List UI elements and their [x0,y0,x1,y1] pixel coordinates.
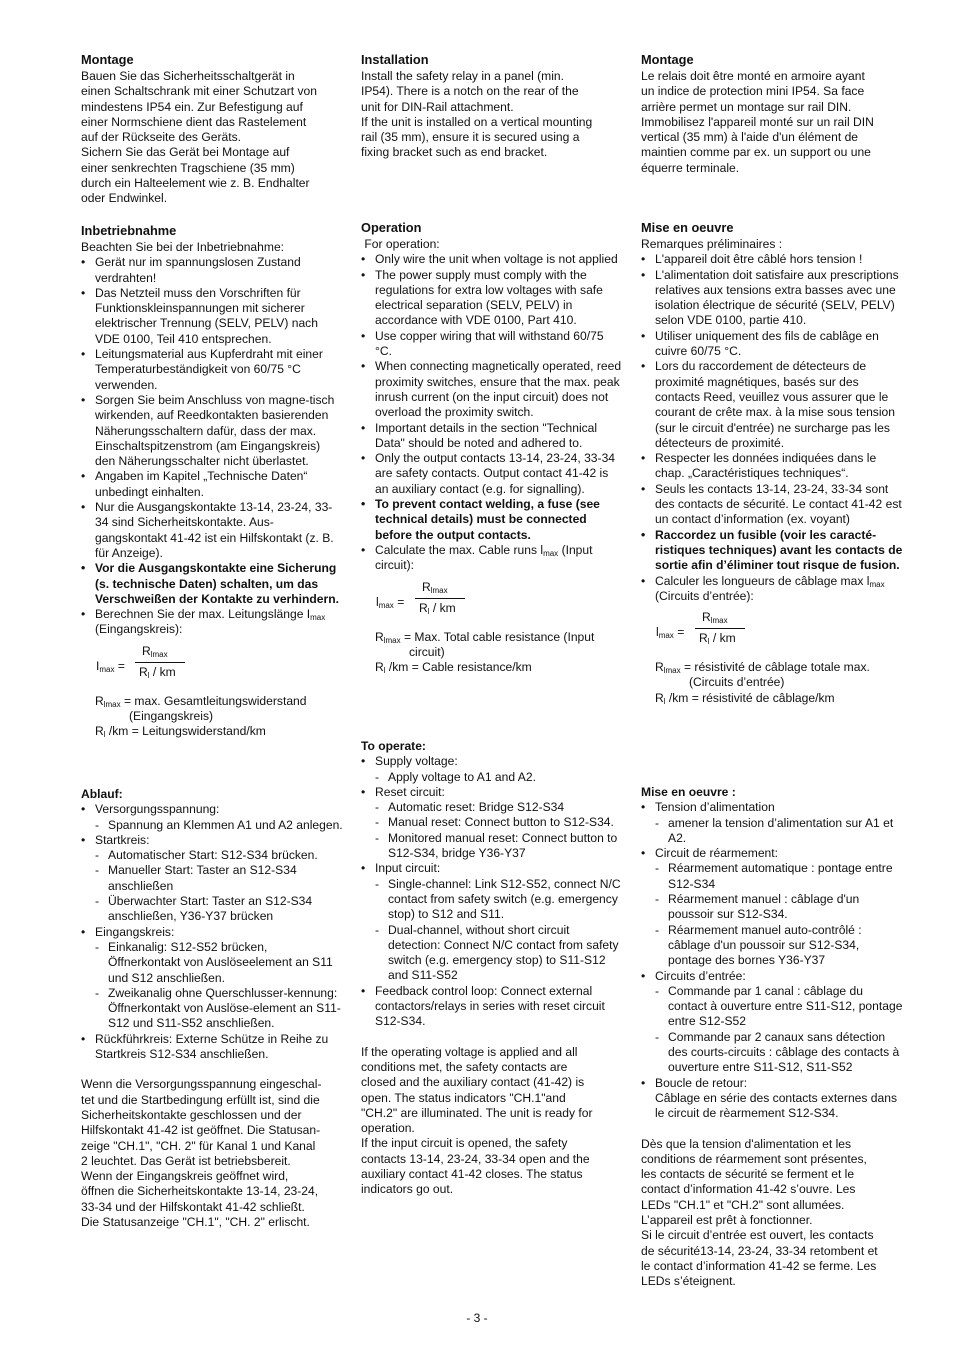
line: durch ein Halteelement wie z. B. Endhalter [81,176,310,191]
line: Sichern Sie das Gerät bei Montage auf [81,145,290,160]
list-item: - Zweikanalig ohne Querschlusser-kennung: Öffnerkontakt von Auslöse-element an S11-S12 und S11-S52 anschließen. [81,986,343,1032]
line: un indice de protection mini IP54. Sa face [641,84,865,99]
list-item-calc [81,607,343,638]
dash-list [641,861,903,968]
formula-lhs: $l_{max}$ = [376,594,405,610]
definition-rlmax: $R_{lmax}$ = résistivité de câblage totale max. (Circuits d’entrée) [655,660,870,690]
line: le contact d’information 41-42 se ferme. Les [641,1258,877,1273]
dash-list [81,818,343,833]
line: Immobilisez l'appareil monté sur un rail DIN [641,114,874,129]
line: öffnen die Sicherheitskontakte 13-14, 23-24, [81,1184,319,1199]
heading-ablauf: Ablauf: [81,787,123,801]
list-item: - Single-channel: Link S12-S52, connect N/C contact from safety switch (e.g. emergency stop) to S12 and S11. [361,877,623,923]
line: 2 leuchtet. Das Gerät ist betriebsbereit. [81,1153,291,1168]
line: Bauen Sie das Sicherheitsschaltgerät in [81,69,295,83]
line: oder Endwinkel. [81,191,168,206]
list-item: - Réarmement manuel auto-contrôlé : câblage d'un poussoir sur S12-S34, pontage des bornes Y36-Y37 [641,923,903,969]
section-montage-fr [641,52,903,176]
list-item: • Only the output contacts 13-14, 23-24, 33-34 are safety contacts. Output contact 41-42 is an auxiliary contact (e.g. for signalling). [361,451,623,497]
list-item-bold: • To prevent contact welding, a fuse (see technical details) must be connected before the output contacts. [361,497,623,543]
list-item: - Réarmement automatique : pontage entre S12-S34 [641,861,903,892]
formula-max-length [641,610,903,656]
formula-denominator: $R_l$ / km [419,600,456,616]
bullet-list [81,802,343,1062]
list-item: • Seuls les contacts 13-14, 23-24, 33-34 sont des contacts de sécurité. Le contact 41-42 est un contact d’information (ex. voyant) [641,482,903,528]
line: open. The status indicators "CH.1"and [361,1090,566,1105]
formula-numerator: $R_{lmax}$ [702,610,728,626]
line: Dès que la tension d'alimentation et les [641,1136,852,1151]
line: If the input circuit is opened, the safety [361,1136,568,1151]
list-item: - Commande par 1 canal : câblage du contact à ouverture entre S11-S12, pontage entre S12-S52 [641,984,903,1030]
heading-montage-fr: Montage [641,52,694,67]
list-item: - amener la tension d’alimentation sur A1 et A2. [641,816,903,847]
section-operation [361,220,623,675]
line: mindestens IP54 ein. Zur Befestigung auf [81,99,303,114]
list-item: - Manual reset: Connect button to S12-S34. [361,815,623,830]
definition-rlmax: $R_{lmax}$ = Max. Total cable resistance (Input circuit) [375,629,595,659]
list-item: - Überwachter Start: Taster an S12-S34 anschließen, Y36-Y37 brücken [81,894,343,925]
calc-sub: max [869,579,885,589]
line: L’appareil est prêt à fonctionner. [641,1213,813,1228]
fraction-bar [415,598,465,599]
formula-max-length [361,580,623,626]
line: Le relais doit être monté en armoire ayant [641,69,865,83]
line: If the unit is installed on a vertical mounting [361,114,593,129]
definition-rl: $R_l$ /km = Cable resistance/km [375,660,532,676]
list-item: - Automatischer Start: S12-S34 brücken. [81,848,343,863]
dash-list [641,816,903,847]
fraction-bar [135,662,185,663]
definition-rl: $R_l$ /km = Leitungswiderstand/km [95,724,266,740]
list-item: • Eingangskreis: - Einkanalig: S12-S52 brücken, Öffnerkontakt von Auslöseelement an S11 und S12 anschließen. - Zweikanalig ohne Querschlusser-kennung: Öffnerkontakt von Auslöse-element an S11-S12 und S11-S52 anschließen. [81,925,343,1032]
line: vertical (35 mm) à l'aide d'un élément de [641,130,859,145]
calc-tail: (Circuits d’entrée): [655,588,754,603]
list-item: • Only wire the unit when voltage is not applied [361,252,623,267]
dash-list [361,877,623,984]
list-item: - Manueller Start: Taster an S12-S34 anschließen [81,863,343,894]
section-mise-en-oeuvre [641,220,903,706]
line: maintien comme par ex. un support ou une [641,145,871,160]
formula-max-length [81,644,343,690]
list-item: • Input circuit: - Single-channel: Link S12-S52, connect N/C contact from safety switch (e.g. emergency stop) to S12 and S11. - Dual-channel, without short circuit detection: Connect N/C contact from safety switch (e.g. emergency stop) to S11-S12 and S11-S52 [361,861,623,983]
definition-rl: $R_l$ /km = résistivité de câblage/km [655,690,835,706]
list-item: • Das Netzteil muss den Vorschriften für Funktionskleinspannungen mit sicherer elektrischer Trennung (SELV, PELV) nach VDE 0100, Teil 410 entsprechen. [81,286,343,347]
list-item: • When connecting magnetically operated, reed proximity switches, ensure that the max. peak inrush current (on the input circuit) does not overload the proximity switch. [361,359,623,420]
list-item: • Versorgungsspannung: - Spannung an Klemmen A1 und A2 anlegen. [81,802,343,833]
formula-lhs: $l_{max}$ = [656,625,685,641]
section-installation [361,52,623,161]
calc-tail: (Eingangskreis): [95,622,183,637]
line: auxiliary contact 41-42 closes. The status [361,1167,583,1182]
line: "CH.2" are illuminated. The unit is ready for [361,1105,593,1120]
line: Sicherheitskontakte geschlossen und der [81,1107,302,1122]
section-ablauf [81,787,343,1230]
dash-list [81,940,343,1032]
calc-sub: max [310,613,326,623]
list-item: - Commande par 2 canaux sans détection des courts-circuits : câblage des contacts à ouverture entre S11-S12, S11-S52 [641,1030,903,1076]
list-item: • Boucle de retour: Câblage en série des contacts externes dans le circuit de rèarmement S12-S34. [641,1076,903,1122]
page-number: - 3 - [466,1311,488,1325]
list-item: • L'appareil doit être câblé hors tension ! [641,252,903,267]
definition-rlmax: $R_{lmax} = \max$. Gesamtleitungswiderstand (Eingangskreis) [95,693,307,724]
line: unit for DIN-Rail attachment. [361,99,514,114]
line: 33-34 und der Hilfskontakt 41-42 schließt. [81,1199,305,1214]
list-item: - Spannung an Klemmen A1 und A2 anlegen. [81,818,343,833]
intro-text: For operation: [361,237,440,251]
line: zeige "CH.1", "CH. 2" für Kanal 1 und Kanal [81,1138,316,1153]
heading-to-operate: To operate: [361,739,426,753]
list-item: - Einkanalig: S12-S52 brücken, Öffnerkontakt von Auslöseelement an S11 und S12 anschließen. [81,940,343,986]
calc-text: Calculer les longueurs de câblage max l [655,573,870,588]
calc-tail: (Input circuit): [375,542,593,573]
list-item-calc [641,574,903,605]
line: LEDs "CH.1" et "CH.2" sont allumées. [641,1197,845,1212]
formula-denominator: $R_l$ / km [139,664,176,680]
line: conditions met, the safety contacts are [361,1059,568,1074]
bullet-list [641,252,903,604]
heading-montage-de: Montage [81,52,134,67]
section-inbetriebnahme [81,223,343,740]
list-item: • Respecter les données indiquées dans le chap. „Caractéristiques techniques“. [641,451,903,482]
list-item-calc [361,543,623,574]
list-item: • Feedback control loop: Connect external contactors/relays in series with reset circuit S12-S34. [361,984,623,1030]
list-item-bold: • Vor die Ausgangskontakte eine Sicherung (s. technische Daten) schalten, um das Verschweißen der Kontakte zu verhindern. [81,561,343,607]
dash-list [641,984,903,1076]
list-item: • Tension d’alimentation - amener la tension d’alimentation sur A1 et A2. [641,800,903,846]
list-item: • Important details in the section "Technical Data" should be noted and adhered to. [361,421,623,452]
section-mise-en-oeuvre-steps [641,785,903,1290]
line: Si le circuit d’entrée est ouvert, les contacts [641,1228,874,1243]
line: einen Schaltschrank mit einer Schutzart von [81,84,317,99]
line: IP54). There is a notch on the rear of the [361,84,579,99]
line: auf der Rückseite des Geräts. [81,130,241,145]
calc-text: Berechnen Sie der max. Leitungslänge I [95,607,311,622]
list-item: • Utiliser uniquement des fils de cablâge en cuivre 60/75 °C. [641,329,903,360]
formula-numerator: $R_{lmax}$ [422,579,448,595]
list-item: - Dual-channel, without short circuit detection: Connect N/C contact from safety switch (e.g. emergency stop) to S11-S12 and S11-S52 [361,923,623,984]
line: closed and the auxiliary contact (41-42) is [361,1075,585,1090]
calc-text: Calculate the max. Cable runs l [375,542,544,557]
line: If the operating voltage is applied and all [361,1044,578,1059]
list-item: • The power supply must comply with the regulations for extra low voltages with safe electrical separation (SELV, PELV) in accordance with VDE 0100, Part 410. [361,268,623,329]
list-item: • Use copper wiring that will withstand 60/75 °C. [361,329,623,360]
heading-installation: Installation [361,52,429,67]
line: contacts 13-14, 23-24, 33-34 open and the [361,1151,590,1166]
list-item: • Sorgen Sie beim Anschluss von magne-tisch wirkenden, auf Reedkontakten basierenden Näherungsschaltern dafür, dass der max. Einschaltspitzenstrom (am Eingangskreis) den Näherungsschalter nicht überlastet. [81,393,343,469]
list-item: • Angaben im Kapitel „Technische Daten“ unbedingt einhalten. [81,469,343,500]
list-item: - Monitored manual reset: Connect button to S12-S34, bridge Y36-Y37 [361,831,623,862]
line: einer senkrechten Tragschiene (35 mm) [81,160,295,175]
line: Hilfskontakt 41-42 ist geöffnet. Die Statusan- [81,1123,321,1138]
fraction-bar [695,628,745,629]
list-item: - Réarmement manuel : câblage d'un poussoir sur S12-S34. [641,892,903,923]
line: arrière permet un montage sur rail DIN. [641,99,852,114]
line: de sécurité13-14, 23-24, 33-34 retombent et [641,1243,878,1258]
line: LEDs s’éteignent. [641,1274,736,1289]
intro-text: Remarques préliminaires : [641,237,783,251]
heading-inbetriebnahme: Inbetriebnahme [81,223,177,238]
list-item: • Reset circuit: - Automatic reset: Bridge S12-S34 - Manual reset: Connect button to S12-S34. - Monitored manual reset: Connect button to S12-S34, bridge Y36-Y37 [361,785,623,861]
formula-numerator: $R_{lmax}$ [142,643,168,659]
formula-lhs: $I_{max}$ = [96,658,125,674]
line: einer Normschiene dient das Rastelement [81,114,307,129]
line: fixing bracket such as end bracket. [361,145,548,160]
list-item: • Lors du raccordement de détecteurs de proximité magnétiques, basés sur des contacts Reed, veuillez vous assurer que le courant de crête max. à la mise sous tension (sur le circuit d'entrée) ne surcharge pas les détecteurs de proximité. [641,359,903,451]
line: conditions de réarmement sont présentes, [641,1151,867,1166]
list-item: • Startkreis: - Automatischer Start: S12-S34 brücken. - Manueller Start: Taster an S12-S34 anschließen - Überwachter Start: Taster an S12-S34 anschließen, Y36-Y37 brücken [81,833,343,925]
line: tet und die Startbedingung erfüllt ist, sind die [81,1092,320,1107]
dash-list [361,770,623,785]
dash-list [361,800,623,861]
section-montage-de [81,52,343,207]
list-item: • Leitungsmaterial aus Kupferdraht mit einer Temperaturbeständigkeit von 60/75 °C verwenden. [81,347,343,393]
line: operation. [361,1121,415,1136]
formula-denominator: $R_l$ / km [699,631,736,647]
line: rail (35 mm), ensure it is secured using a [361,130,580,145]
list-item: • Circuit de réarmement: - Réarmement automatique : pontage entre S12-S34 - Réarmement manuel : câblage d'un poussoir sur S12-S34. - Réarmement manuel auto-contrôlé : câblage d'un poussoir sur S12-S34, pontage des bornes Y36-Y37 [641,846,903,968]
line: Die Statusanzeige "CH.1", "CH. 2" erlischt. [81,1215,310,1230]
bullet-list [361,754,623,1029]
dash-list [81,848,343,924]
line: contact d’information 41-42 s’ouvre. Les [641,1182,856,1197]
list-item-bold: • Raccordez un fusible (voir les caracté-ristiques techniques) avant les contacts de sortie afin d’éliminer tout risque de fusion. [641,528,903,574]
bullet-list [361,252,623,573]
list-item: • L'alimentation doit satisfaire aux prescriptions relatives aux tensions extra basses avec une isolation électrique de sécurité (SELV, PELV) selon VDE 0100, partie 410. [641,268,903,329]
line: indicators go out. [361,1182,454,1197]
list-item: • Supply voltage: - Apply voltage to A1 and A2. [361,754,623,785]
list-item: - Apply voltage to A1 and A2. [361,770,623,785]
heading-mise-en-oeuvre-steps: Mise en oeuvre : [641,785,736,799]
list-item: • Circuits d’entrée: - Commande par 1 canal : câblage du contact à ouverture entre S11-S12, pontage entre S12-S52 - Commande par 2 canaux sans détection des courts-circuits : câblage des contacts à ouverture entre S11-S12, S11-S52 [641,969,903,1076]
line: équerre terminale. [641,160,740,175]
list-item: • Rückführkreis: Externe Schütze in Reihe zu Startkreis S12-S34 anschließen. [81,1032,343,1063]
line: les contacts de sécurité se ferment et le [641,1167,855,1182]
list-item: • Gerät nur im spannungslosen Zustand verdrahten! [81,255,343,286]
heading-operation: Operation [361,220,422,235]
line: Wenn die Versorgungsspannung eingeschal- [81,1077,322,1092]
heading-mise-en-oeuvre: Mise en oeuvre [641,220,734,235]
list-item: - Automatic reset: Bridge S12-S34 [361,800,623,815]
line: Install the safety relay in a panel (min. [361,69,565,83]
line: Wenn der Eingangskreis geöffnet wird, [81,1169,289,1184]
intro-text: Beachten Sie bei der Inbetriebnahme: [81,240,285,254]
bullet-list [641,800,903,1121]
calc-sub: max [543,548,559,558]
list-item: • Nur die Ausgangskontakte 13-14, 23-24, 33-34 sind Sicherheitskontakte. Aus-gangskontakt 41-42 ist ein Hilfskontakt (z. B. für Anzeige). [81,500,343,561]
bullet-list [81,255,343,637]
section-to-operate [361,739,623,1198]
